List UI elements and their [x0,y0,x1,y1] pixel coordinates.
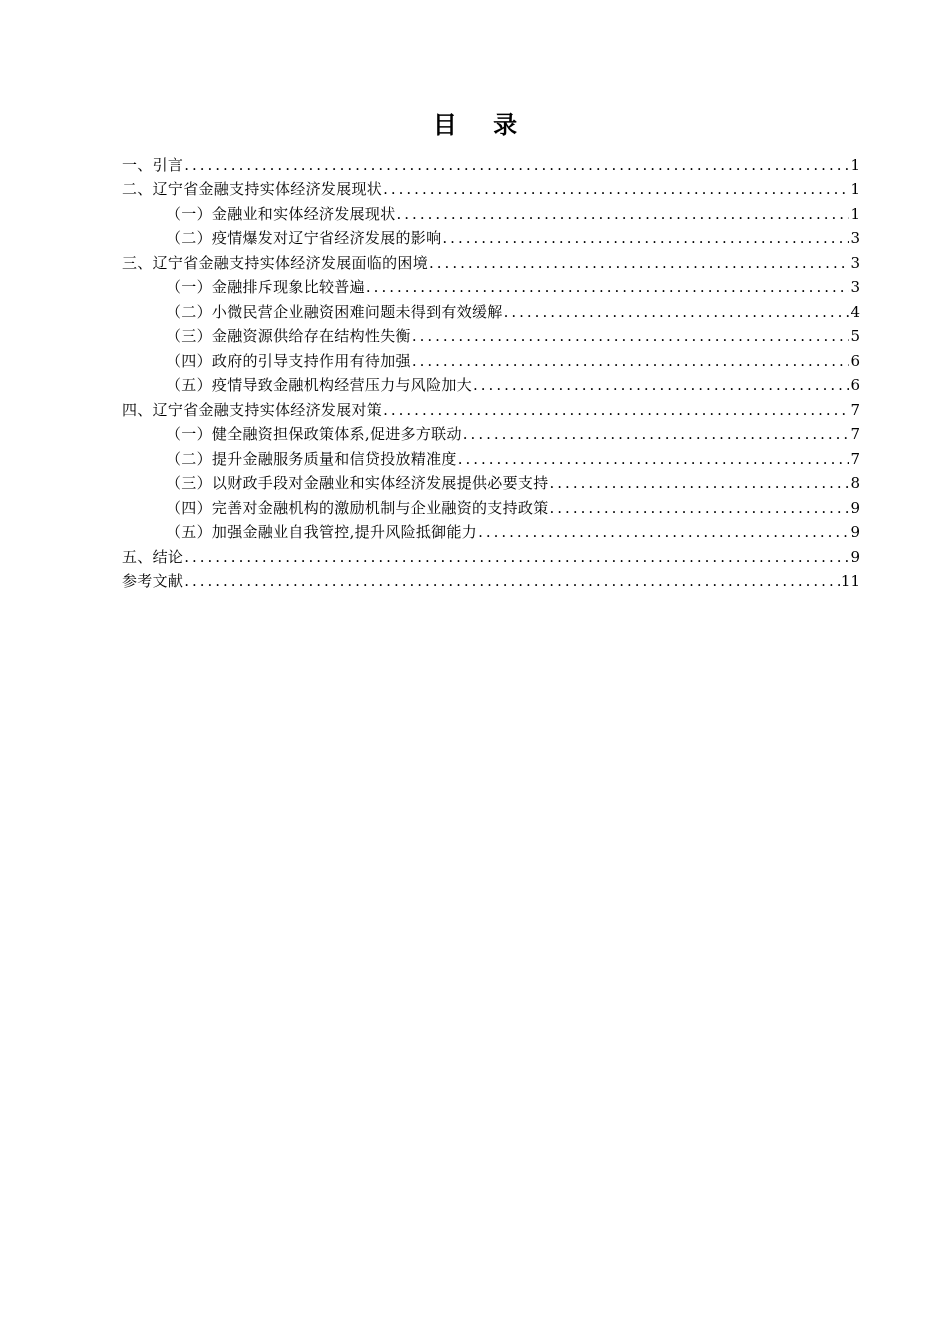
toc-entry[interactable] [122,420,860,445]
toc-entry-text: （五）疫情导致金融机构经营压力与风险加大 [166,376,473,394]
toc-entry[interactable] [122,322,860,347]
toc-entry[interactable] [122,150,860,175]
toc-dot-leader [429,253,849,273]
toc-dot-leader [412,326,850,346]
toc-entry-text: （二）小微民营企业融资困难问题未得到有效缓解 [166,302,503,321]
toc-page-number: 9 [850,523,860,541]
toc-dot-leader [504,302,850,322]
toc-dot-leader [383,400,849,420]
toc-entry[interactable] [122,493,860,518]
toc-entry-text: （一）金融业和实体经济发展现状 [166,204,396,223]
toc-page-number: 1 [850,180,860,198]
toc-dot-leader [473,375,849,395]
toc-entry-text: （二）疫情爆发对辽宁省经济发展的影响 [166,229,442,247]
toc-entry[interactable] [122,297,860,322]
toc-entry-text: 五、结论 [122,547,184,566]
toc-dot-leader [463,424,850,444]
toc-page-number: 7 [850,400,860,419]
table-of-contents [122,150,860,591]
toc-entry[interactable] [122,469,860,494]
toc-entry-text: （一）健全融资担保政策体系,促进多方联动 [166,425,462,443]
toc-dot-leader [550,498,850,518]
toc-entry[interactable] [122,518,860,543]
toc-entry[interactable] [122,371,860,396]
toc-entry-text: （三）金融资源供给存在结构性失衡 [166,327,411,345]
toc-title: 目 录 [432,110,532,139]
toc-page-number: 9 [850,498,860,517]
toc-entry-text: （二）提升金融服务质量和信贷投放精准度 [166,449,457,468]
toc-dot-leader [366,277,850,297]
toc-entry-text: 一、引言 [122,155,184,174]
toc-page-number: 6 [850,376,860,394]
toc-page-number: 6 [850,351,860,370]
toc-entry[interactable] [122,224,860,249]
toc-entry[interactable] [122,542,860,567]
toc-page-number: 5 [850,327,860,345]
toc-entry-text: （五）加强金融业自我管控,提升风险抵御能力 [166,523,478,541]
toc-entry[interactable] [122,175,860,200]
toc-page-number: 11 [840,572,860,590]
toc-page-number: 1 [850,155,860,174]
toc-entry[interactable] [122,444,860,469]
toc-page-number: 3 [850,278,860,296]
toc-entry-text: （四）政府的引导支持作用有待加强 [166,351,411,370]
toc-entry-text: 二、辽宁省金融支持实体经济发展现状 [122,180,383,198]
toc-entry-text: 三、辽宁省金融支持实体经济发展面临的困境 [122,253,429,272]
toc-page-number: 1 [850,204,860,223]
toc-page-number: 3 [850,253,860,272]
toc-page-number: 7 [850,449,860,468]
toc-dot-leader [184,571,840,591]
toc-page-number: 7 [850,425,860,443]
toc-entry[interactable] [122,567,860,592]
toc-entry-text: （三）以财政手段对金融业和实体经济发展提供必要支持 [166,474,549,492]
toc-entry-text: 参考文献 [122,572,184,590]
toc-entry[interactable] [122,395,860,420]
toc-entry-text: （四）完善对金融机构的激励机制与企业融资的支持政策 [166,498,549,517]
toc-dot-leader [412,351,850,371]
toc-dot-leader [184,547,849,567]
toc-dot-leader [478,522,849,542]
toc-page-number: 9 [850,547,860,566]
toc-entry-text: （一）金融排斥现象比较普遍 [166,278,365,296]
toc-dot-leader [184,155,849,175]
toc-page-number: 4 [850,302,860,321]
toc-entry[interactable] [122,199,860,224]
toc-entry-text: 四、辽宁省金融支持实体经济发展对策 [122,400,383,419]
toc-dot-leader [383,179,849,199]
toc-dot-leader [458,449,850,469]
toc-entry[interactable] [122,248,860,273]
toc-dot-leader [550,473,850,493]
toc-page-number: 3 [850,229,860,247]
toc-entry[interactable] [122,346,860,371]
toc-page-number: 8 [850,474,860,492]
toc-entry[interactable] [122,273,860,298]
toc-dot-leader [397,204,850,224]
toc-dot-leader [442,228,849,248]
